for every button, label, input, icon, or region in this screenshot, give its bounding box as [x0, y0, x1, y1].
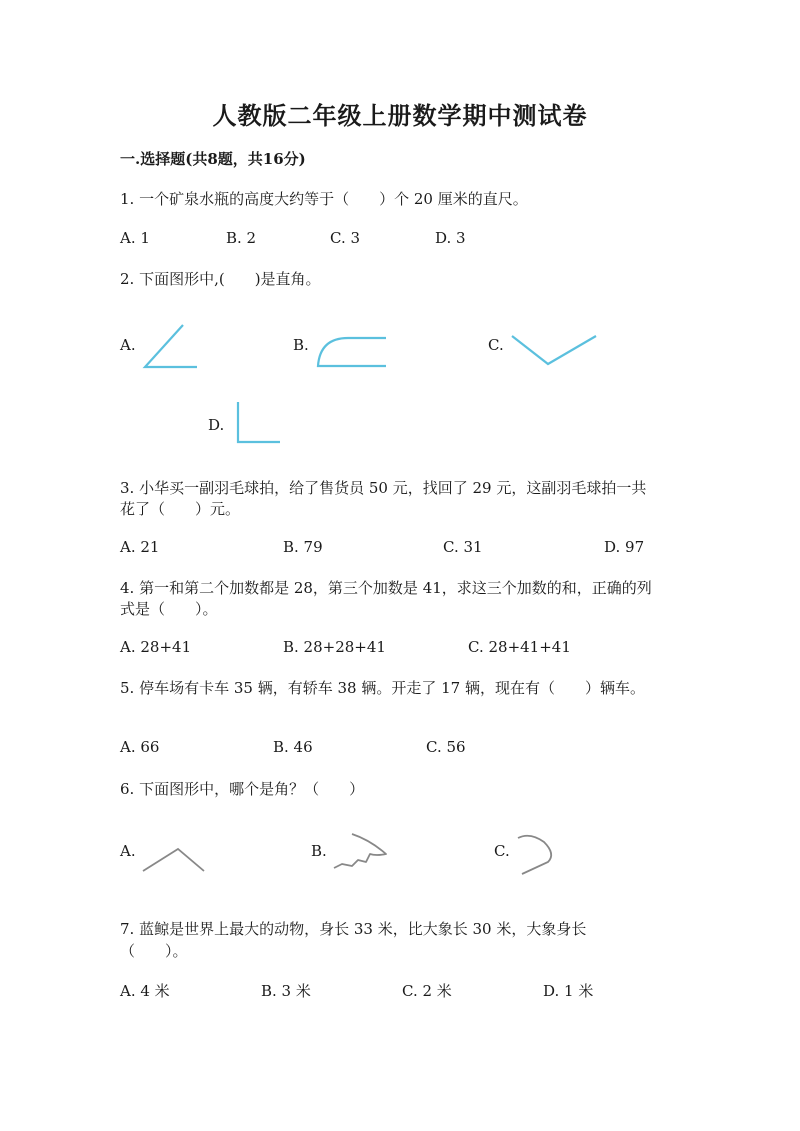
q3-option-a[interactable]: A. 21: [120, 538, 160, 556]
q5-option-a[interactable]: A. 66: [120, 738, 160, 756]
wavy-figure-b: [330, 830, 392, 878]
q1-option-a[interactable]: A. 1: [120, 229, 150, 247]
q2-option-a-label[interactable]: A.: [120, 336, 136, 354]
q2-option-b-label[interactable]: B.: [293, 336, 309, 354]
question-2-text: 2. 下面图形中,( )是直角。: [120, 270, 321, 288]
q7-option-d[interactable]: D. 1 米: [543, 982, 594, 1000]
right-angle-figure: [232, 398, 284, 448]
section-heading: 一.选择题(共8题，共16分): [120, 150, 306, 168]
question-6-text: 6. 下面图形中，哪个是角？（ ）: [120, 780, 365, 798]
q3-option-b[interactable]: B. 79: [283, 538, 323, 556]
question-4-text-line1: 4. 第一和第二个加数都是 28，第三个加数是 41，求这三个加数的和，正确的列: [120, 579, 652, 597]
q5-option-c[interactable]: C. 56: [426, 738, 466, 756]
q7-option-a[interactable]: A. 4 米: [120, 982, 170, 1000]
obtuse-angle-figure: [508, 330, 602, 370]
q3-option-d[interactable]: D. 97: [604, 538, 645, 556]
q4-option-c[interactable]: C. 28+41+41: [468, 638, 571, 656]
angle-figure-a: [140, 844, 208, 876]
acute-angle-figure: [140, 320, 202, 372]
q7-option-c[interactable]: C. 2 米: [402, 982, 452, 1000]
page-title: 人教版二年级上册数学期中测试卷: [212, 101, 588, 130]
q6-option-a-label[interactable]: A.: [120, 842, 136, 860]
question-4-text-line2: 式是（ ）。: [120, 600, 218, 618]
q4-option-b[interactable]: B. 28+28+41: [283, 638, 386, 656]
q1-option-d[interactable]: D. 3: [435, 229, 466, 247]
q2-option-c-label[interactable]: C.: [488, 336, 504, 354]
question-3-text-line1: 3. 小华买一副羽毛球拍，给了售货员 50 元，找回了 29 元，这副羽毛球拍一共: [120, 479, 647, 497]
q1-option-b[interactable]: B. 2: [226, 229, 257, 247]
question-5-text: 5. 停车场有卡车 35 辆，有轿车 38 辆。开走了 17 辆，现在有（ ）辆车。: [120, 679, 645, 697]
question-7-text-line2: （ ）。: [120, 942, 188, 960]
q4-option-a[interactable]: A. 28+41: [120, 638, 192, 656]
curve-figure-c: [514, 830, 560, 878]
question-1-text: 1. 一个矿泉水瓶的高度大约等于（ ）个 20 厘米的直尺。: [120, 190, 528, 208]
q5-option-b[interactable]: B. 46: [273, 738, 313, 756]
curved-corner-figure: [312, 332, 392, 372]
q7-option-b[interactable]: B. 3 米: [261, 982, 311, 1000]
q6-option-c-label[interactable]: C.: [494, 842, 510, 860]
q3-option-c[interactable]: C. 31: [443, 538, 483, 556]
question-3-text-line2: 花了（ ）元。: [120, 500, 241, 518]
q1-option-c[interactable]: C. 3: [330, 229, 361, 247]
q2-option-d-label[interactable]: D.: [208, 416, 225, 434]
q6-option-b-label[interactable]: B.: [311, 842, 327, 860]
question-7-text-line1: 7. 蓝鲸是世界上最大的动物，身长 33 米，比大象长 30 米，大象身长: [120, 920, 587, 938]
